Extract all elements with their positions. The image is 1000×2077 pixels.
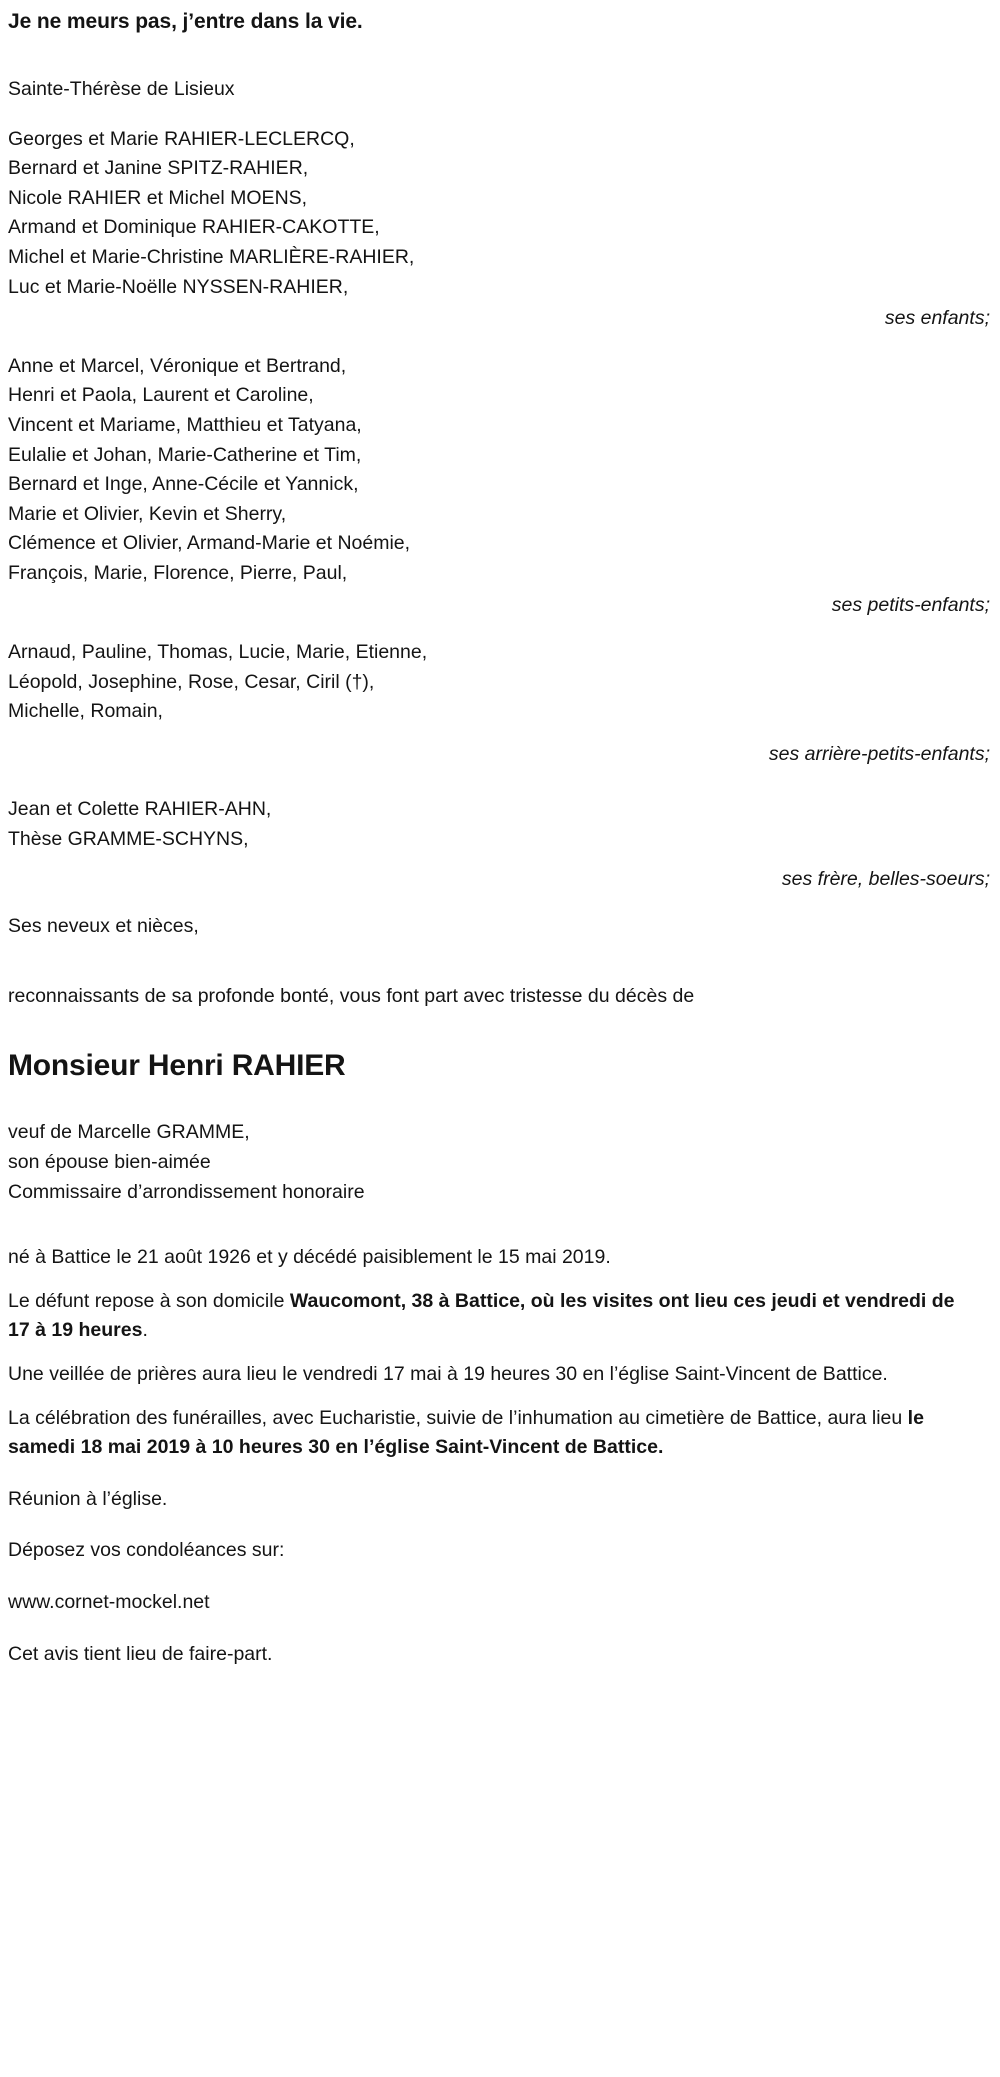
announcement-paragraph: reconnaissants de sa profonde bonté, vous font part avec tristesse du décès de <box>8 984 695 1007</box>
spacer <box>8 334 990 352</box>
nephews-nieces-line: Ses neveux et nièces, <box>8 915 199 938</box>
relation-label-siblings <box>8 855 990 895</box>
condolences-website[interactable]: www.cornet-mockel.net <box>8 1590 210 1613</box>
resting-place-suffix: . <box>142 1319 148 1342</box>
children-line: Bernard et Janine SPITZ-RAHIER, <box>8 157 309 180</box>
vigil-paragraph: Une veillée de prières aura lieu le vendredi 17 mai à 19 heures 30 en l’église Saint-Vincent de Battice. <box>8 1363 888 1385</box>
deceased-detail-line: son épouse bien-aimée <box>8 1151 211 1174</box>
deceased-name: Monsieur Henri RAHIER <box>8 1049 346 1083</box>
great-grandchildren-line: Arnaud, Pauline, Thomas, Lucie, Marie, Etienne, <box>8 641 428 664</box>
condolences-prompt: Déposez vos condoléances sur: <box>8 1539 285 1562</box>
grandchildren-line: Vincent et Mariame, Matthieu et Tatyana, <box>8 413 362 436</box>
resting-place-highlight: Waucomont, 38 à Battice, où les visites ont lieu ces jeudi et vendredi de 17 à 19 heures <box>8 1289 955 1342</box>
resting-place-prefix: Le défunt repose à son domicile <box>8 1289 290 1312</box>
relation-label-grandchildren-text: ses petits-enfants; <box>831 593 990 616</box>
children-line: Georges et Marie RAHIER-LECLERCQ, <box>8 127 355 150</box>
relation-label-children <box>8 302 990 334</box>
grandchildren-line: Clémence et Olivier, Armand-Marie et Noémie, <box>8 532 411 555</box>
grandchildren-line: Eulalie et Johan, Marie-Catherine et Tim, <box>8 443 362 466</box>
gathering-line: Réunion à l’église. <box>8 1487 168 1510</box>
relation-label-siblings-text: ses frère, belles-soeurs; <box>781 867 990 890</box>
great-grandchildren-line: Léopold, Josephine, Rose, Cesar, Ciril (†), <box>8 670 375 693</box>
children-block <box>8 103 990 303</box>
children-line: Luc et Marie-Noëlle NYSSEN-RAHIER, <box>8 275 349 298</box>
grandchildren-block <box>8 352 990 589</box>
epigraph-quote: Je ne meurs pas, j’entre dans la vie. <box>8 10 363 33</box>
spacer <box>8 894 990 912</box>
relation-label-great-grandchildren-text: ses arrière-petits-enfants; <box>768 742 990 765</box>
grandchildren-line: Marie et Olivier, Kevin et Sherry, <box>8 502 287 525</box>
deceased-detail-line: veuf de Marcelle GRAMME, <box>8 1121 250 1144</box>
children-line: Nicole RAHIER et Michel MOENS, <box>8 186 308 209</box>
deceased-detail-line: Commissaire d’arrondissement honoraire <box>8 1180 365 1203</box>
birth-death-line: né à Battice le 21 août 1926 et y décédé paisiblement le 15 mai 2019. <box>8 1246 611 1269</box>
relation-label-great-grandchildren <box>8 727 990 770</box>
resting-place-paragraph <box>8 1273 963 1346</box>
grandchildren-line: François, Marie, Florence, Pierre, Paul, <box>8 561 348 584</box>
spacer <box>8 620 990 638</box>
funeral-paragraph <box>8 1390 963 1463</box>
children-line: Michel et Marie-Christine MARLIÈRE-RAHIER, <box>8 245 415 268</box>
children-line: Armand et Dominique RAHIER-CAKOTTE, <box>8 216 380 239</box>
siblings-block <box>8 795 990 854</box>
siblings-line: Thèse GRAMME-SCHYNS, <box>8 828 249 851</box>
great-grandchildren-block <box>8 638 990 727</box>
spacer <box>8 769 990 795</box>
relation-label-grandchildren <box>8 589 990 621</box>
grandchildren-line: Anne et Marcel, Véronique et Bertrand, <box>8 354 347 377</box>
relation-label-children-text: ses enfants; <box>884 307 990 330</box>
epigraph-source: Sainte-Thérèse de Lisieux <box>8 78 235 101</box>
faire-part-notice: Cet avis tient lieu de faire-part. <box>8 1642 273 1665</box>
great-grandchildren-line: Michelle, Romain, <box>8 700 163 723</box>
grandchildren-line: Henri et Paola, Laurent et Caroline, <box>8 384 314 407</box>
siblings-line: Jean et Colette RAHIER-AHN, <box>8 798 272 821</box>
funeral-highlight: le samedi 18 mai 2019 à 10 heures 30 en l’église Saint-Vincent de Battice. <box>8 1406 924 1459</box>
grandchildren-line: Bernard et Inge, Anne-Cécile et Yannick, <box>8 473 359 496</box>
funeral-prefix: La célébration des funérailles, avec Eucharistie, suivie de l’inhumation au cimetière de Battice, aura lieu <box>8 1406 908 1429</box>
deceased-details-block <box>8 1084 990 1207</box>
